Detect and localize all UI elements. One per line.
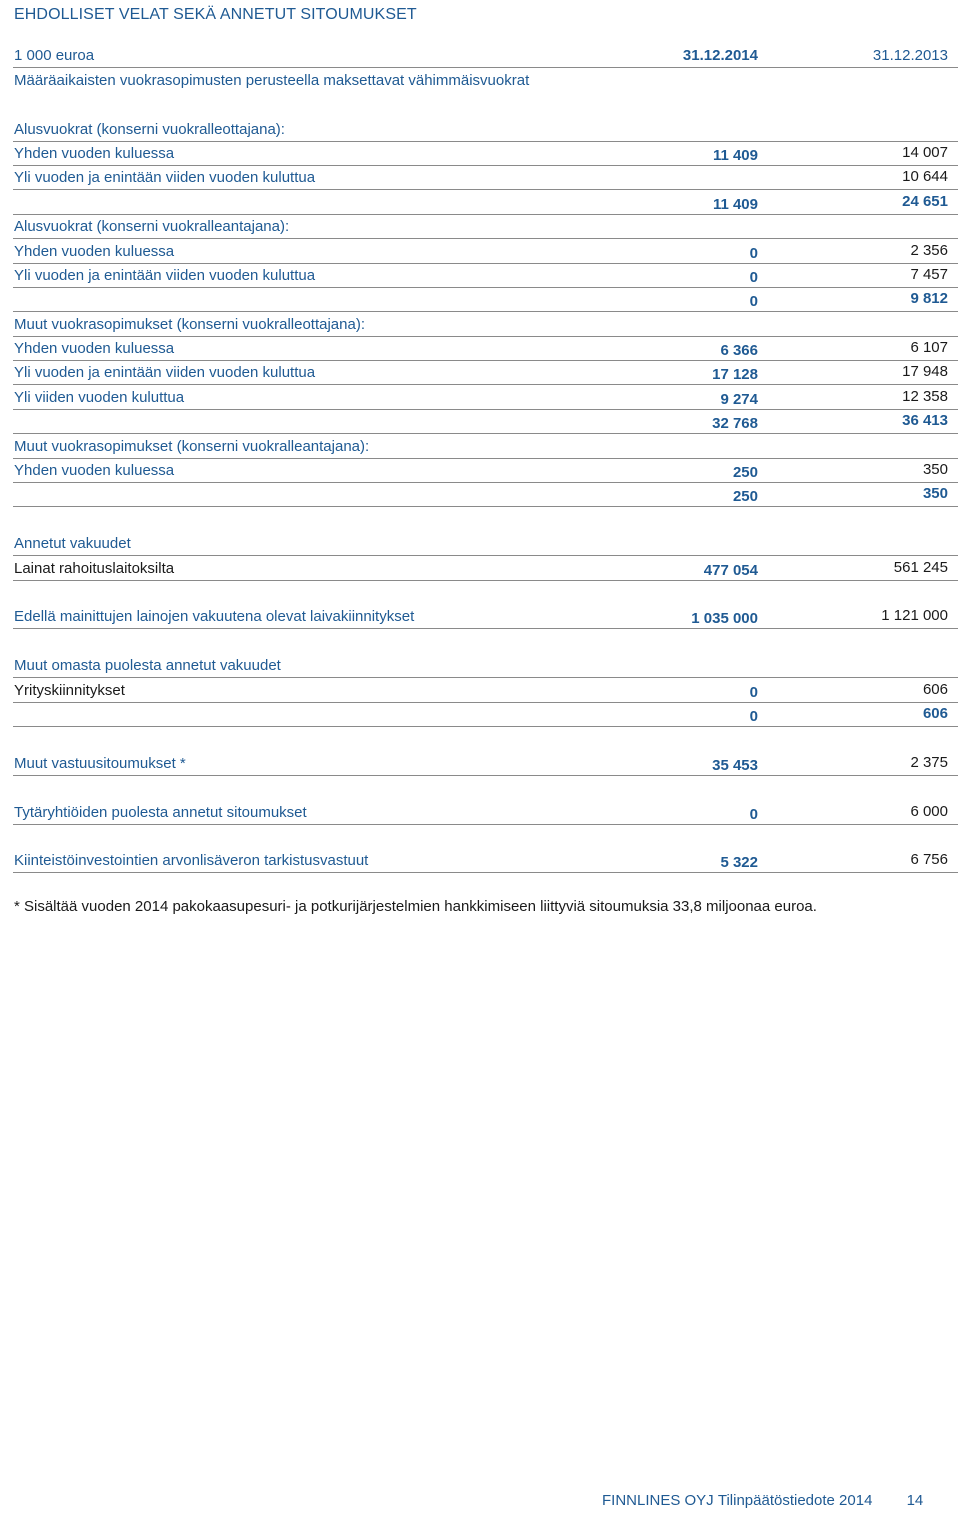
value-2014: 1 035 000 [691,610,758,628]
section-heading-row [14,532,958,556]
row-label: Lainat rahoituslaitoksilta [14,559,175,577]
value-2013: 17 948 [902,363,948,381]
value-2013: 561 245 [893,558,948,576]
row-label: Yhden vuoden kuluessa [14,462,175,480]
footnote: * Sisältää vuoden 2014 pakokaasupesuri- ja potkurijärjestelmien hankkimiseen liittyviä sitoumuksia 33,8 miljoonaa euroa. [14,898,817,915]
value-2014: 11 409 [712,146,758,164]
column-header-row [14,44,958,68]
total-row [14,703,958,727]
total-row [14,483,958,507]
row-label: Yli vuoden ja enintään viiden vuoden kuluttua [14,169,316,187]
value-2013: 12 358 [902,387,948,405]
value-2014: 9 274 [720,390,758,408]
total-2014: 32 768 [712,415,758,433]
total-2013: 36 413 [902,412,948,430]
footer-document: Tilinpäätöstiedote 2014 [717,1492,873,1509]
table-row [14,142,958,166]
spacer [14,93,958,117]
row-label: Yrityskiinnitykset [14,681,125,699]
row-label: Yli vuoden ja enintään viiden vuoden kuluttua [14,266,316,284]
value-2014: 17 128 [712,366,758,384]
total-row [14,190,958,214]
value-2014: 0 [749,244,758,262]
table-row [14,800,958,824]
table-row [14,459,958,483]
value-2013: 6 000 [910,802,948,820]
spacer [14,629,958,653]
section-heading: Muut vuokrasopimukset (konserni vuokralleantajana): [14,437,370,455]
value-2013: 606 [922,680,948,698]
section-heading-row [14,434,958,458]
value-2014: 0 [749,683,758,701]
row-label: Tytäryhtiöiden puolesta annetut sitoumukset [14,803,307,821]
total-2014: 0 [749,293,758,311]
spacer [14,825,958,849]
section-heading: Alusvuokrat (konserni vuokralleantajana): [14,218,290,236]
table-row [14,385,958,409]
value-2013: 2 375 [910,753,948,771]
row-label: Yli viiden vuoden kuluttua [14,388,185,406]
section-heading-row [14,654,958,678]
row-label: Edellä mainittujen lainojen vakuutena olevat laivakiinnitykset [14,608,415,626]
page-footer [602,1492,923,1509]
spacer [14,581,958,605]
value-2014: 477 054 [703,561,758,579]
value-2014: 0 [749,268,758,286]
row-label: Yli vuoden ja enintään viiden vuoden kuluttua [14,364,316,382]
value-2013: 6 756 [910,851,948,869]
value-2013: 14 007 [902,143,948,161]
total-2013: 606 [922,704,948,722]
value-2013: 7 457 [910,265,948,283]
page-number: 14 [906,1492,924,1509]
row-label: Yhden vuoden kuluessa [14,340,175,358]
spacer [14,727,958,751]
unit-label: 1 000 euroa [14,47,95,65]
row-label: Yhden vuoden kuluessa [14,144,175,162]
value-2014: 6 366 [720,342,758,360]
section-heading: Annetut vakuudet [14,535,131,553]
row-label: Muut vastuusitoumukset * [14,754,186,772]
total-2014: 250 [732,488,758,506]
row-label: Yhden vuoden kuluessa [14,242,175,260]
value-2013: 2 356 [910,241,948,259]
total-2014: 0 [749,707,758,725]
column-2013-header: 31.12.2013 [872,47,948,65]
spacer [14,507,958,531]
value-2014: 250 [732,464,758,482]
value-2014: 5 322 [720,854,758,872]
table-row [14,605,958,629]
column-2014-header: 31.12.2014 [682,47,758,65]
total-row [14,410,958,434]
value-2013: 350 [922,461,948,479]
value-2013: 6 107 [910,339,948,357]
footer-company: FINNLINES OYJ [602,1492,714,1509]
total-2014: 11 409 [712,195,758,213]
row-label: Kiinteistöinvestointien arvonlisäveron tarkistusvastuut [14,852,369,870]
table-row [14,239,958,263]
page-title: EHDOLLISET VELAT SEKÄ ANNETUT SITOUMUKSET [14,6,417,23]
table-row [14,166,958,190]
value-2014: 0 [749,805,758,823]
section-heading: Muut omasta puolesta annetut vakuudet [14,657,281,675]
spacer [14,776,958,800]
commitments-table [14,44,958,873]
total-2013: 24 651 [902,192,948,210]
section-heading-row [14,215,958,239]
table-row [14,849,958,873]
total-2013: 9 812 [910,290,948,308]
table-row [14,337,958,361]
value-2014: 35 453 [712,756,758,774]
table-row [14,678,958,702]
section-heading: Muut vuokrasopimukset (konserni vuokralleottajana): [14,315,365,333]
value-2013: 10 644 [902,168,948,186]
section-heading-row [14,312,958,336]
value-2013: 1 121 000 [881,607,948,625]
table-row [14,264,958,288]
table-row [14,751,958,775]
total-2013: 350 [922,485,948,503]
section-heading: Alusvuokrat (konserni vuokralleottajana): [14,120,285,138]
table-row [14,361,958,385]
table-row [14,556,958,580]
section-heading-row [14,117,958,141]
table-subtitle: Määräaikaisten vuokrasopimusten perusteella maksettavat vähimmäisvuokrat [14,71,530,89]
subtitle-row [14,68,958,92]
total-row [14,288,958,312]
